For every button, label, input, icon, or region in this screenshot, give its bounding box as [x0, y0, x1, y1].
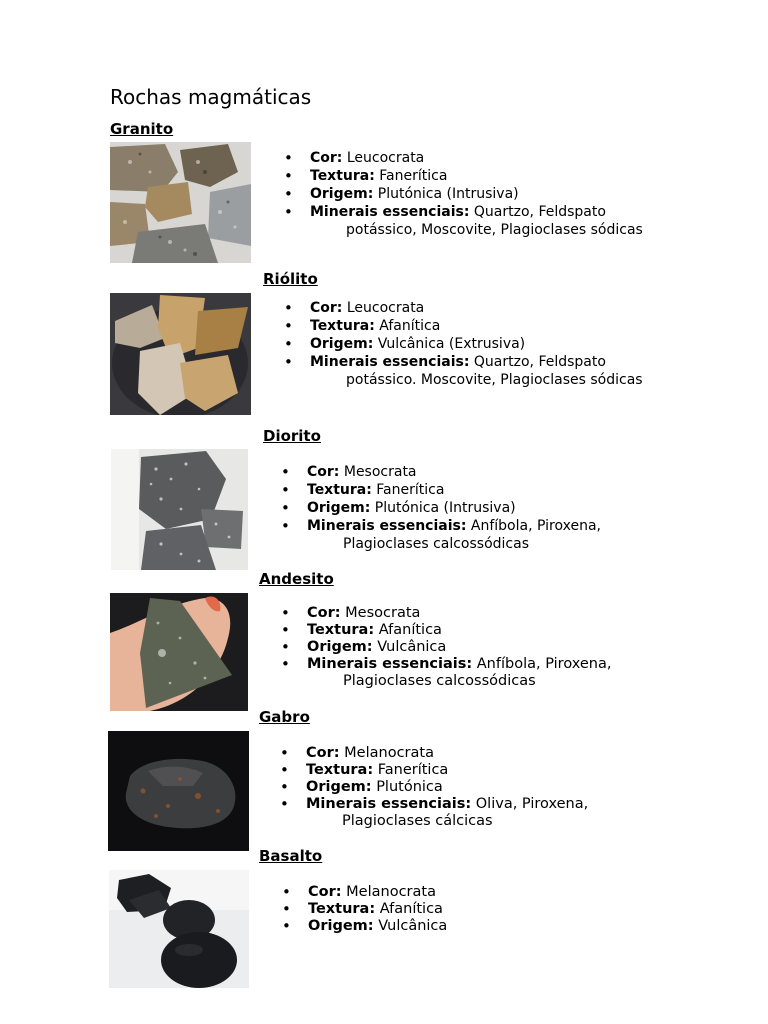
- andesito-properties: [281, 605, 611, 690]
- rock-name-basalto: Basalto: [259, 847, 323, 865]
- property-textura: • Textura: Afanítica: [284, 317, 643, 335]
- diorito-photo: [111, 449, 248, 570]
- property-origem: • Origem: Plutónica: [280, 779, 588, 796]
- rock-name-granito: Granito: [110, 120, 174, 138]
- property-cor: • Cor: Mesocrata: [281, 605, 611, 622]
- property-cor: • Cor: Melanocrata: [280, 745, 588, 762]
- property-minerais: • Minerais essenciais: Anfíbola, Piroxena, Plagioclases calcossódicas: [281, 517, 601, 553]
- property-minerais: • Minerais essenciais: Oliva, Piroxena, Plagioclases cálcicas: [280, 796, 588, 830]
- page-title: Rochas magmáticas: [110, 85, 312, 109]
- property-minerais: • Minerais essenciais: Anfíbola, Piroxena, Plagioclases calcossódicas: [281, 656, 611, 690]
- property-origem: • Origem: Vulcânica (Extrusiva): [284, 335, 643, 353]
- diorito-properties: [281, 463, 601, 553]
- riolito-photo: [110, 293, 251, 415]
- property-textura: • Textura: Fanerítica: [284, 167, 643, 185]
- andesito-photo: [110, 593, 248, 711]
- rock-name-diorito: Diorito: [263, 427, 321, 445]
- property-textura: • Textura: Afanítica: [282, 901, 447, 918]
- rock-name-andesito: Andesito: [259, 570, 334, 588]
- property-minerais: • Minerais essenciais: Quartzo, Feldspato potássico, Moscovite, Plagioclases sódicas: [284, 203, 643, 239]
- property-origem: • Origem: Plutónica (Intrusiva): [284, 185, 643, 203]
- basalto-properties: [282, 884, 447, 935]
- property-cor: • Cor: Mesocrata: [281, 463, 601, 481]
- gabro-photo: [108, 731, 249, 851]
- property-cor: • Cor: Melanocrata: [282, 884, 447, 901]
- property-cor: • Cor: Leucocrata: [284, 149, 643, 167]
- property-cor: • Cor: Leucocrata: [284, 299, 643, 317]
- basalto-photo: [109, 870, 249, 988]
- property-origem: • Origem: Plutónica (Intrusiva): [281, 499, 601, 517]
- granito-photo: [110, 142, 251, 263]
- property-textura: • Textura: Fanerítica: [281, 481, 601, 499]
- property-textura: • Textura: Afanítica: [281, 622, 611, 639]
- property-minerais: • Minerais essenciais: Quartzo, Feldspato potássico. Moscovite, Plagioclases sódicas: [284, 353, 643, 389]
- riolito-properties: [284, 299, 643, 389]
- rock-name-riolito: Riólito: [263, 270, 318, 288]
- property-origem: • Origem: Vulcânica: [282, 918, 447, 935]
- property-origem: • Origem: Vulcânica: [281, 639, 611, 656]
- granito-properties: [284, 149, 643, 239]
- rock-name-gabro: Gabro: [259, 708, 310, 726]
- property-textura: • Textura: Fanerítica: [280, 762, 588, 779]
- gabro-properties: [280, 745, 588, 830]
